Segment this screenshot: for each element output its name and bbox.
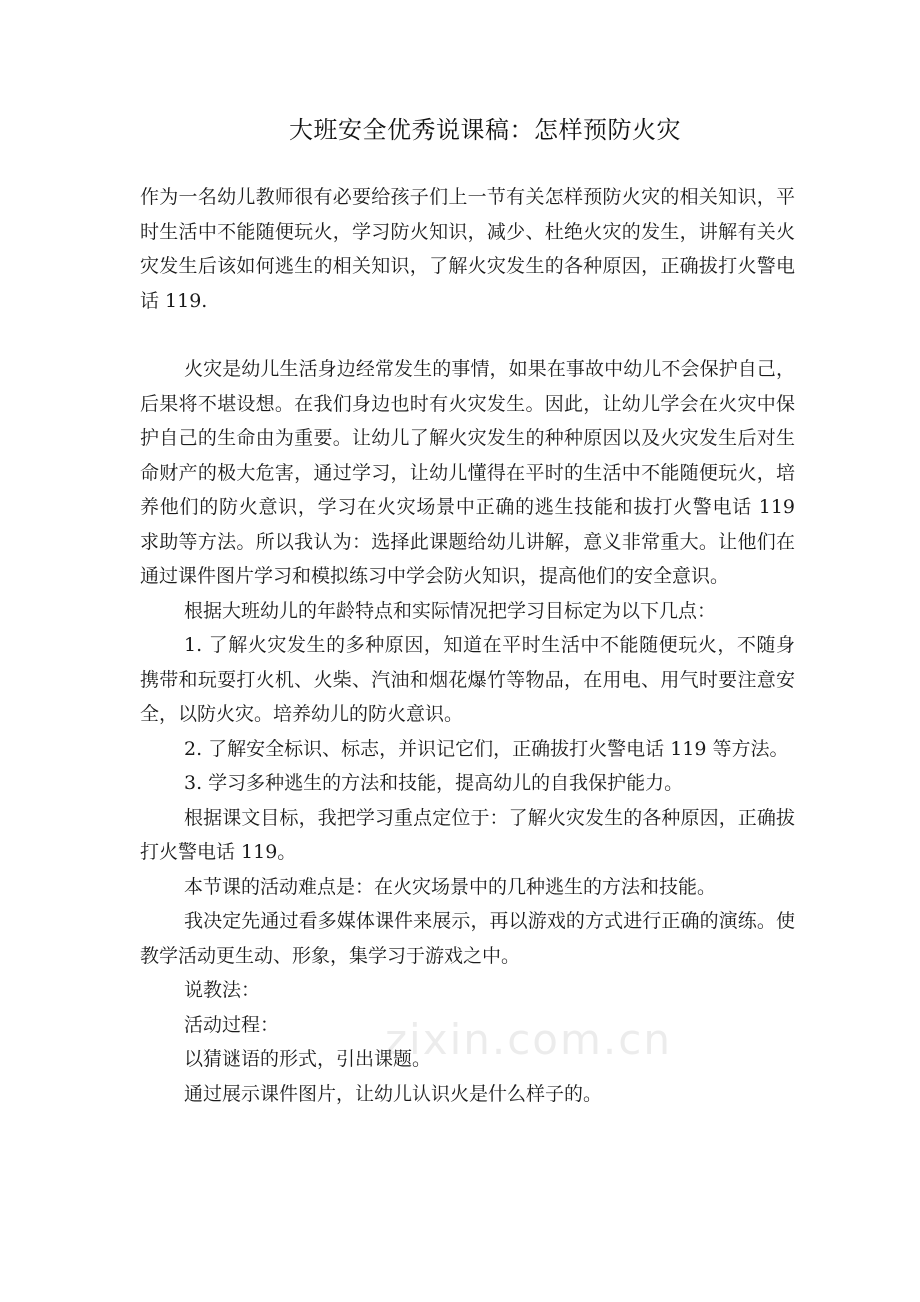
body-paragraph-background: 火灾是幼儿生活身边经常发生的事情，如果在事故中幼儿不会保护自己，后果将不堪设想。在我们身边也时有火灾发生。因此，让幼儿学会在火灾中保护自己的生命由为重要。让幼儿了解火灾发生的种种原因以及火灾发生后对生命财产的极大危害，通过学习，让幼儿懂得在平时的生活中不能随便玩火，培养他们的防火意识，学习在火灾场景中正确的逃生技能和拔打火警电话 119 求助等方法。所以我认为：选择此课题给幼儿讲解，意义非常重大。让他们在通过课件图片学习和模拟练习中学会防火知识，提高他们的安全意识。 bbox=[140, 358, 795, 587]
intro-paragraph: 作为一名幼儿教师很有必要给孩子们上一节有关怎样预防火灾的相关知识，平时生活中不能随便玩火，学习防火知识，减少、杜绝火灾的发生，讲解有关火灾发生后该如何逃生的相关知识，了解火灾发生的各种原因，正确拔打火警电话 119. bbox=[140, 186, 795, 312]
method-paragraph: 我决定先通过看多媒体课件来展示，再以游戏的方式进行正确的演练。使教学活动更生动、形象，集学习于游戏之中。 bbox=[140, 910, 795, 967]
paragraph-gap bbox=[140, 318, 795, 352]
key-point-paragraph: 根据课文目标，我把学习重点定位于：了解火灾发生的各种原因，正确拔打火警电话 119。 bbox=[140, 806, 795, 863]
activity-step-2: 通过展示课件图片，让幼儿认识火是什么样子的。 bbox=[184, 1082, 603, 1105]
teaching-method-heading: 说教法： bbox=[184, 979, 261, 1001]
watermark-text: zixin.com.cn bbox=[385, 1015, 672, 1064]
document-body bbox=[140, 180, 795, 1111]
document-title: 大班安全优秀说课稿：怎样预防火灾 bbox=[289, 116, 681, 144]
difficulty-paragraph: 本节课的活动难点是：在火灾场景中的几种逃生的方法和技能。 bbox=[184, 875, 717, 898]
activity-step-1: 以猜谜语的形式，引出课题。 bbox=[184, 1048, 432, 1070]
body-paragraph-goals-heading: 根据大班幼儿的年龄特点和实际情况把学习目标定为以下几点： bbox=[184, 599, 717, 622]
goal-item-2: 2. 了解安全标识、标志，并识记它们，正确拔打火警电话 119 等方法。 bbox=[184, 737, 789, 760]
goal-item-3: 3. 学习多种逃生的方法和技能，提高幼儿的自我保护能力。 bbox=[184, 772, 684, 794]
goal-item-1: 1. 了解火灾发生的多种原因，知道在平时生活中不能随便玩火，不随身携带和玩耍打火机、火柴、汽油和烟花爆竹等物品，在用电、用气时要注意安全，以防火灾。培养幼儿的防火意识。 bbox=[140, 634, 795, 725]
activity-process-heading: 活动过程： bbox=[184, 1013, 280, 1036]
